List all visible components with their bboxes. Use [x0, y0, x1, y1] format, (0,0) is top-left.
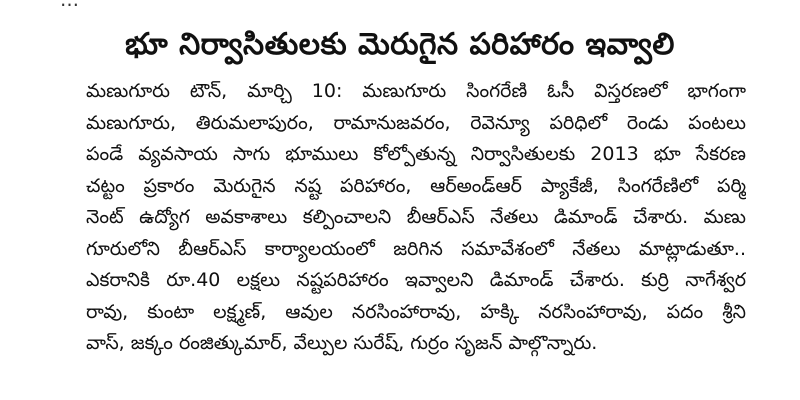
article-line-9: వాస్, జక్కం రంజిత్కుమార్, వేల్పుల సురేష్, గుర్రం సృజన్ పాల్గొన్నారు.: [86, 332, 598, 354]
article-line-7: ఎకరానికి రూ.40 లక్షలు నష్టపరిహారం ఇవ్వాలని డిమాండ్ చేశారు. కుర్రి నాగేశ్వర: [86, 269, 746, 291]
article-body: [86, 76, 746, 360]
article-line-8: రావు, కుంటా లక్ష్మణ్, ఆవుల నరసింహారావు, హక్కి నరసింహారావు, పదం శ్రీని: [86, 300, 746, 323]
article-line-3: పండే వ్యవసాయ సాగు భూములు కోల్పోతున్న నిర్వాసితులకు 2013 భూ సేకరణ: [86, 143, 746, 165]
article-line-1: మణుగూరు టౌన్, మార్చి 10: మణుగూరు సింగరేణి ఓసీ విస్తరణలో భాగంగా: [86, 80, 746, 102]
article-line-2: మణుగూరు, తిరుమలాపురం, రామానుజవరం, రెవెన్యూ పరిధిలో రెండు పంటలు: [86, 111, 746, 134]
article-line-4: చట్టం ప్రకారం మెరుగైన నష్ట పరిహారం, ఆర్అండ్ఆర్ ప్యాకేజీ, సింగరేణిలో పర్మి: [86, 174, 746, 197]
article-headline: భూ నిర్వాసితులకు మెరుగైన పరిహారం ఇవ్వాలి: [125, 27, 675, 62]
article-line-5: నెంట్ ఉద్యోగ అవకాశాలు కల్పించాలని బీఆర్ఎస్ నేతలు డిమాండ్ చేశారు. మణు: [86, 206, 746, 228]
article-line-6: గూరులోని బీఆర్ఎస్ కార్యాలయంలో జరిగిన సమావేశంలో నేతలు మాట్లాడుతూ..: [86, 237, 746, 260]
cut-off-previous-text: [60, 0, 740, 10]
